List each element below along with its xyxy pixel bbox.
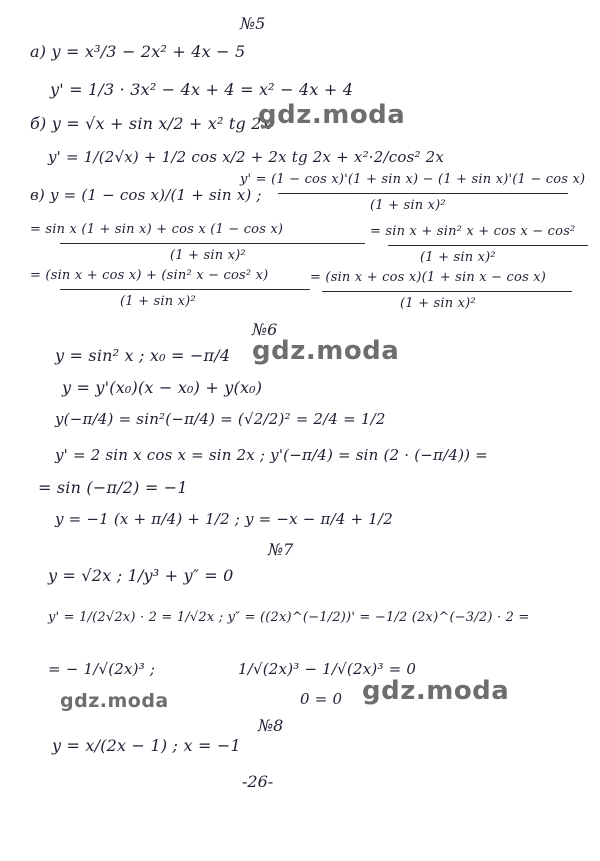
task-5v-step4-numerator: = (sin x + cos x)(1 + sin x − cos x) (310, 270, 547, 285)
task-7-heading: №7 (268, 540, 294, 559)
task-5v-quotient-numerator: y' = (1 − cos x)'(1 + sin x) − (1 + sin x)'(1 − cos x) (240, 172, 586, 187)
task-7-result: 0 = 0 (300, 690, 343, 708)
watermark-text: gdz.moda (362, 676, 510, 706)
task-7-given: y = √2x ; 1/y³ + y″ = 0 (48, 566, 234, 585)
task-6-given: y = sin² x ; x₀ = −π/4 (55, 346, 231, 365)
fraction-bar (60, 289, 310, 290)
task-5v-quotient-denominator: (1 + sin x)² (370, 198, 446, 213)
task-6-derivative-value: = sin (−π/2) = −1 (38, 478, 188, 497)
task-5a-derivative: y' = 1/3 · 3x² − 4x + 4 = x² − 4x + 4 (50, 80, 354, 99)
task-7-derivatives: y' = 1/(2√2x) · 2 = 1/√2x ; y″ = ((2x)^(−1/2))' = −1/2 (2x)^(−3/2) · 2 = (48, 610, 530, 625)
task-5-heading: №5 (240, 14, 266, 33)
watermark-text: gdz.moda (252, 336, 400, 366)
task-5v-function: в) y = (1 − cos x)/(1 + sin x) ; (30, 186, 262, 204)
watermark-text: gdz.moda (258, 100, 406, 130)
task-5v-step1-denominator: (1 + sin x)² (170, 248, 246, 263)
fraction-bar (278, 193, 568, 194)
task-6-tangent-answer: y = −1 (x + π/4) + 1/2 ; y = −x − π/4 + 1/2 (55, 510, 394, 528)
task-5a-function: а) y = x³/3 − 2x² + 4x − 5 (30, 42, 246, 61)
watermark-text: gdz.moda (60, 690, 169, 712)
fraction-bar (388, 245, 588, 246)
task-6-value-at-point: y(−π/4) = sin²(−π/4) = (√2/2)² = 2/4 = 1/2 (55, 410, 386, 428)
task-7-second-derivative: = − 1/√(2x)³ ; (48, 660, 156, 678)
task-8-heading: №8 (258, 716, 284, 735)
task-5v-step2-denominator: (1 + sin x)² (420, 250, 496, 265)
task-5v-step4-denominator: (1 + sin x)² (400, 296, 476, 311)
page-number: -26- (242, 772, 274, 791)
fraction-bar (60, 243, 365, 244)
task-5v-step2-numerator: = sin x + sin² x + cos x − cos² (370, 224, 576, 239)
fraction-bar (322, 291, 572, 292)
task-5v-step1-numerator: = sin x (1 + sin x) + cos x (1 − cos x) (30, 222, 284, 237)
task-5v-step3-numerator: = (sin x + cos x) + (sin² x − cos² x) (30, 268, 269, 283)
task-6-heading: №6 (252, 320, 278, 339)
task-6-derivative: y' = 2 sin x cos x = sin 2x ; y'(−π/4) = sin (2 · (−π/4)) = (55, 446, 488, 464)
task-5v-step3-denominator: (1 + sin x)² (120, 294, 196, 309)
task-7-check: 1/√(2x)³ − 1/√(2x)³ = 0 (238, 660, 417, 678)
task-6-tangent-formula: y = y'(x₀)(x − x₀) + y(x₀) (62, 378, 263, 397)
task-8-given: y = x/(2x − 1) ; x = −1 (52, 736, 241, 755)
task-5b-derivative: y' = 1/(2√x) + 1/2 cos x/2 + 2x tg 2x + x²·2/cos² 2x (48, 148, 445, 166)
task-5b-function: б) y = √x + sin x/2 + x² tg 2x (30, 114, 271, 133)
